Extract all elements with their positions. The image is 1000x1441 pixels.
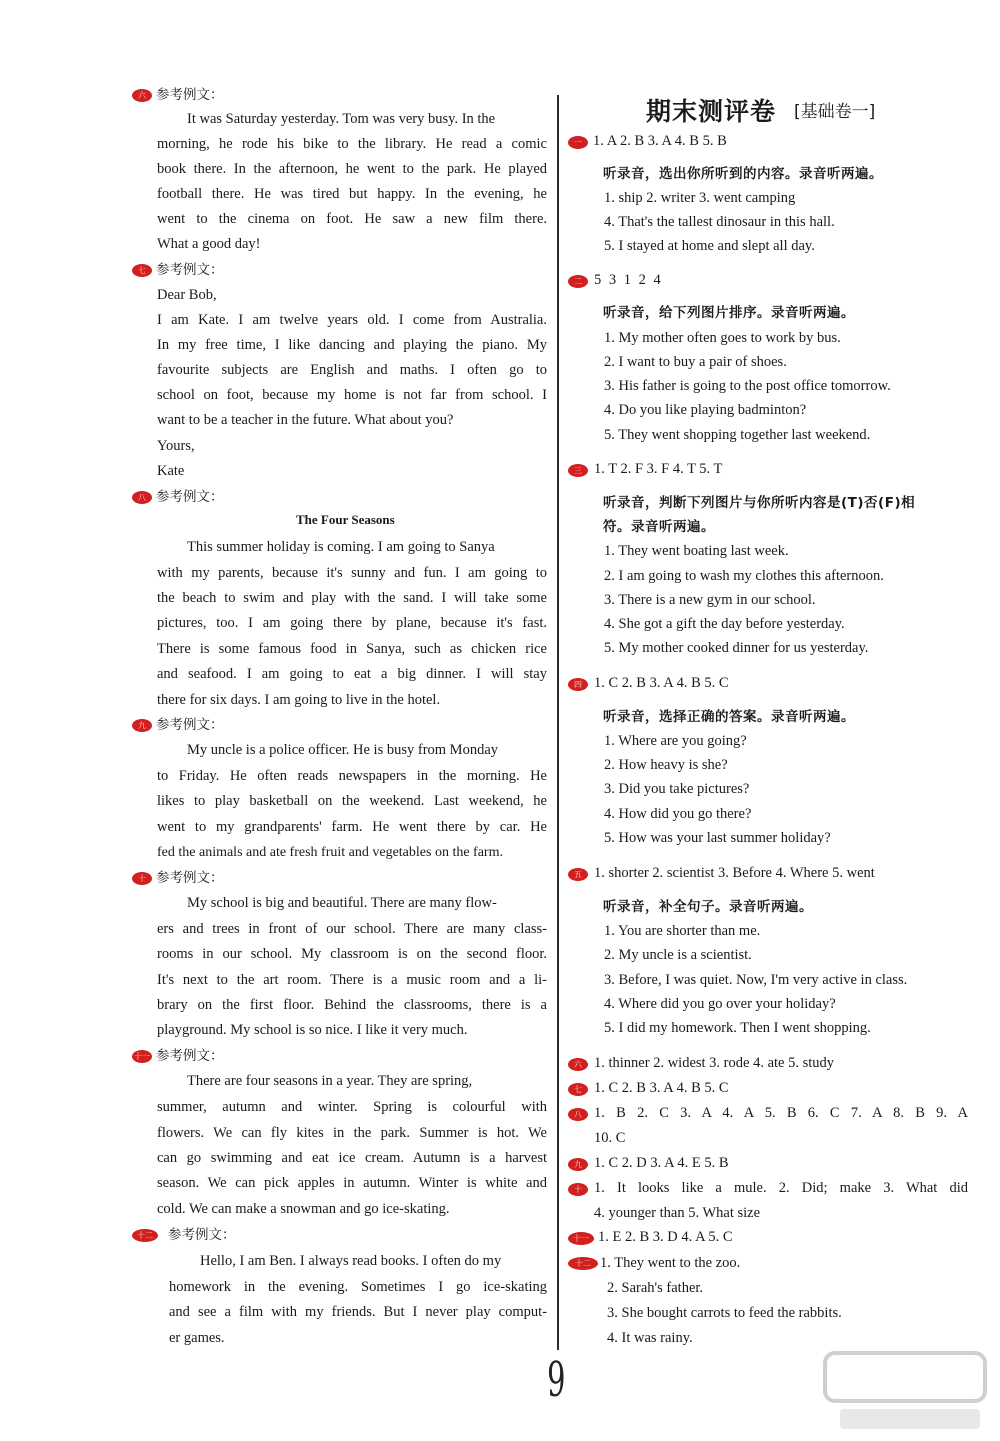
script-line: 2. I am going to wash my clothes this afternoon.	[604, 568, 884, 584]
essay-line: and see a film with my friends. But I never play comput-	[169, 1304, 547, 1320]
script-line: 5. I stayed at home and slept all day.	[604, 238, 815, 254]
answer-line: 5 3 1 2 4	[594, 272, 663, 288]
script-line: 3. Before, I was quiet. Now, I'm very active in class.	[604, 972, 908, 988]
section-badge: 八	[132, 491, 152, 504]
section-badge: 十二	[132, 1229, 158, 1242]
essay-line: season. We can pick apples in autumn. Winter is white and	[157, 1175, 547, 1191]
essay-line: football there. He was tired but happy. In the evening, he	[157, 186, 547, 202]
essay-line: My uncle is a police officer. He is busy from Monday	[187, 742, 499, 758]
answer-line: 4. younger than 5. What size	[594, 1205, 761, 1221]
essay-label: 参考例文：	[156, 1048, 224, 1064]
section-badge: 十一	[132, 1050, 152, 1063]
script-line: 4. Where did you go over your holiday?	[604, 996, 836, 1012]
answer-line: 2. Sarah's father.	[607, 1280, 704, 1296]
script-line: 1. ship 2. writer 3. went camping	[604, 190, 796, 206]
script-line: 1. You are shorter than me.	[604, 923, 761, 939]
instruction: 听录音，给下列图片排序。录音听两遍。	[603, 305, 855, 321]
essay-label: 参考例文：	[156, 717, 224, 733]
section-badge: 九	[132, 719, 152, 732]
essay-line: Hello, I am Ben. I always read books. I often do my	[200, 1253, 502, 1269]
script-line: 4. Do you like playing badminton?	[604, 402, 807, 418]
script-line: 5. They went shopping together last weekend.	[604, 427, 871, 443]
answer-line: 10. C	[594, 1130, 626, 1146]
script-line: 4. That's the tallest dinosaur in this hall.	[604, 214, 835, 230]
essay-line: pictures, too. I am going there by plane, because it's fast.	[157, 615, 547, 631]
essay-line: morning, he rode his bike to the library. He read a comic	[157, 136, 547, 152]
page-number: 9	[547, 1352, 566, 1408]
section-badge: 七	[568, 1083, 588, 1096]
section-badge: 三	[568, 464, 588, 477]
section-badge: 十	[568, 1183, 588, 1196]
section-badge: 七	[132, 264, 152, 277]
page-subtitle: [基础卷一]	[794, 102, 876, 122]
instruction: 听录音，选出你所听到的内容。录音听两遍。	[603, 166, 883, 182]
script-line: 1. Where are you going?	[604, 733, 747, 749]
script-line: 5. My mother cooked dinner for us yesterday.	[604, 640, 869, 656]
section-badge: 四	[568, 678, 588, 691]
section-badge: 八	[568, 1108, 588, 1121]
essay-line: favourite subjects are English and maths. I often go to	[157, 362, 547, 378]
essay-line: with my parents, because it's sunny and fun. I am going to	[157, 565, 547, 581]
essay-line: went to my grandparents' farm. He went there by car. He	[157, 819, 547, 835]
answer-line: 1. C 2. B 3. A 4. B 5. C	[594, 1080, 729, 1096]
script-line: 3. Did you take pictures?	[604, 781, 750, 797]
script-line: 2. I want to buy a pair of shoes.	[604, 354, 787, 370]
instruction: 符。录音听两遍。	[603, 519, 715, 535]
essay-title: The Four Seasons	[296, 512, 395, 527]
essay-line: likes to play basketball on the weekend. Last weekend, he	[157, 793, 547, 809]
essay-line: there for six days. I am going to live in the hotel.	[157, 692, 441, 708]
script-line: 3. His father is going to the post office tomorrow.	[604, 378, 891, 394]
essay-line: and seafood. I am going to eat a big dinner. I will stay	[157, 666, 547, 682]
watermark-frame	[825, 1353, 985, 1401]
essay-line: I am Kate. I am twelve years old. I come from Australia.	[157, 312, 547, 328]
column-divider	[557, 95, 559, 1350]
script-line: 5. I did my homework. Then I went shopping.	[604, 1020, 871, 1036]
watermark-logo	[820, 1345, 990, 1435]
answer-line: 1. A 2. B 3. A 4. B 5. B	[593, 133, 727, 149]
section-badge: 九	[568, 1158, 588, 1171]
essay-line: rooms in our school. My classroom is on the second floor.	[157, 946, 547, 962]
essay-line: Yours,	[157, 438, 195, 454]
essay-line: went to the cinema on foot. He saw a new film there.	[157, 211, 547, 227]
answer-line: 1. shorter 2. scientist 3. Before 4. Where 5. went	[594, 865, 875, 881]
answer-line: 3. She bought carrots to feed the rabbits.	[607, 1305, 842, 1321]
essay-line: homework in the evening. Sometimes I go ice-skating	[169, 1279, 547, 1295]
essay-line: want to be a teacher in the future. What about you?	[157, 412, 454, 428]
section-badge: 十	[132, 872, 152, 885]
essay-line: Dear Bob,	[157, 287, 217, 303]
instruction: 听录音，选择正确的答案。录音听两遍。	[603, 709, 855, 725]
script-line: 3. There is a new gym in our school.	[604, 592, 816, 608]
section-badge: 六	[568, 1058, 588, 1071]
script-line: 4. How did you go there?	[604, 806, 752, 822]
essay-line: school on foot, because my home is not far from school. I	[157, 387, 547, 403]
answer-line: 1. T 2. F 3. F 4. T 5. T	[594, 461, 723, 477]
answer-line: 1. B 2. C 3. A 4. A 5. B 6. C 7. A 8. B 9. A	[594, 1105, 968, 1121]
essay-line: summer, autumn and winter. Spring is colourful with	[157, 1099, 547, 1115]
essay-line: This summer holiday is coming. I am going to Sanya	[187, 539, 495, 555]
page-title: 期末测评卷	[646, 97, 777, 126]
script-line: 2. My uncle is a scientist.	[604, 947, 752, 963]
essay-line: can go swimming and eat ice cream. Autumn is a harvest	[157, 1150, 547, 1166]
section-badge: 六	[132, 89, 152, 102]
answer-line: 1. It looks like a mule. 2. Did; make 3. What did	[594, 1180, 968, 1196]
essay-line: book there. In the afternoon, he went to the park. He played	[157, 161, 547, 177]
section-badge: 五	[568, 868, 588, 881]
script-line: 2. How heavy is she?	[604, 757, 728, 773]
answer-line: 1. They went to the zoo.	[600, 1255, 741, 1271]
section-badge: 十二	[568, 1257, 598, 1270]
essay-line: It was Saturday yesterday. Tom was very busy. In the	[187, 111, 496, 127]
essay-line: ers and trees in front of our school. There are many class-	[157, 921, 547, 937]
instruction: 听录音，补全句子。录音听两遍。	[603, 899, 813, 915]
essay-line: There are four seasons in a year. They are spring,	[187, 1073, 473, 1089]
answer-line: 1. E 2. B 3. D 4. A 5. C	[598, 1229, 733, 1245]
essay-label: 参考例文：	[156, 262, 224, 278]
essay-line: flowers. We can fly kites in the park. Summer is hot. We	[157, 1125, 547, 1141]
script-line: 1. They went boating last week.	[604, 543, 789, 559]
watermark-banner	[840, 1409, 980, 1429]
essay-line: My school is big and beautiful. There are many flow-	[187, 895, 497, 911]
essay-line: cold. We can make a snowman and go ice-skating.	[157, 1201, 450, 1217]
essay-label: 参考例文：	[156, 489, 224, 505]
answer-line: 1. thinner 2. widest 3. rode 4. ate 5. study	[594, 1055, 835, 1071]
essay-line: In my free time, I like dancing and playing the piano. My	[157, 337, 547, 353]
answer-line: 1. C 2. B 3. A 4. B 5. C	[594, 675, 729, 691]
script-line: 1. My mother often goes to work by bus.	[604, 330, 841, 346]
section-badge: 十一	[568, 1232, 594, 1245]
instruction: 听录音，判断下列图片与你所听内容是(T)否(F)相	[603, 495, 916, 511]
essay-line: er games.	[169, 1330, 225, 1346]
essay-line: It's next to the art room. There is a music room and a li-	[157, 972, 547, 988]
essay-line: There is some famous food in Sanya, such as chicken rice	[157, 641, 547, 657]
essay-line: fed the animals and ate fresh fruit and vegetables on the farm.	[157, 845, 503, 860]
essay-line: Kate	[157, 463, 185, 479]
answer-line: 4. It was rainy.	[607, 1330, 693, 1346]
section-badge: 一	[568, 136, 588, 149]
section-badge: 二	[568, 275, 588, 288]
essay-line: What a good day!	[157, 236, 261, 252]
script-line: 4. She got a gift the day before yesterday.	[604, 616, 845, 632]
essay-label: 参考例文：	[168, 1227, 236, 1243]
essay-label: 参考例文：	[156, 87, 224, 103]
script-line: 5. How was your last summer holiday?	[604, 830, 831, 846]
essay-line: the beach to swim and play with the sand. I will take some	[157, 590, 547, 606]
essay-line: brary on the first floor. Behind the classrooms, there is a	[157, 997, 547, 1013]
answer-line: 1. C 2. D 3. A 4. E 5. B	[594, 1155, 729, 1171]
essay-line: to Friday. He often reads newspapers in the morning. He	[157, 768, 547, 784]
essay-line: playground. My school is so nice. I like it very much.	[157, 1022, 468, 1038]
essay-label: 参考例文：	[156, 870, 224, 886]
